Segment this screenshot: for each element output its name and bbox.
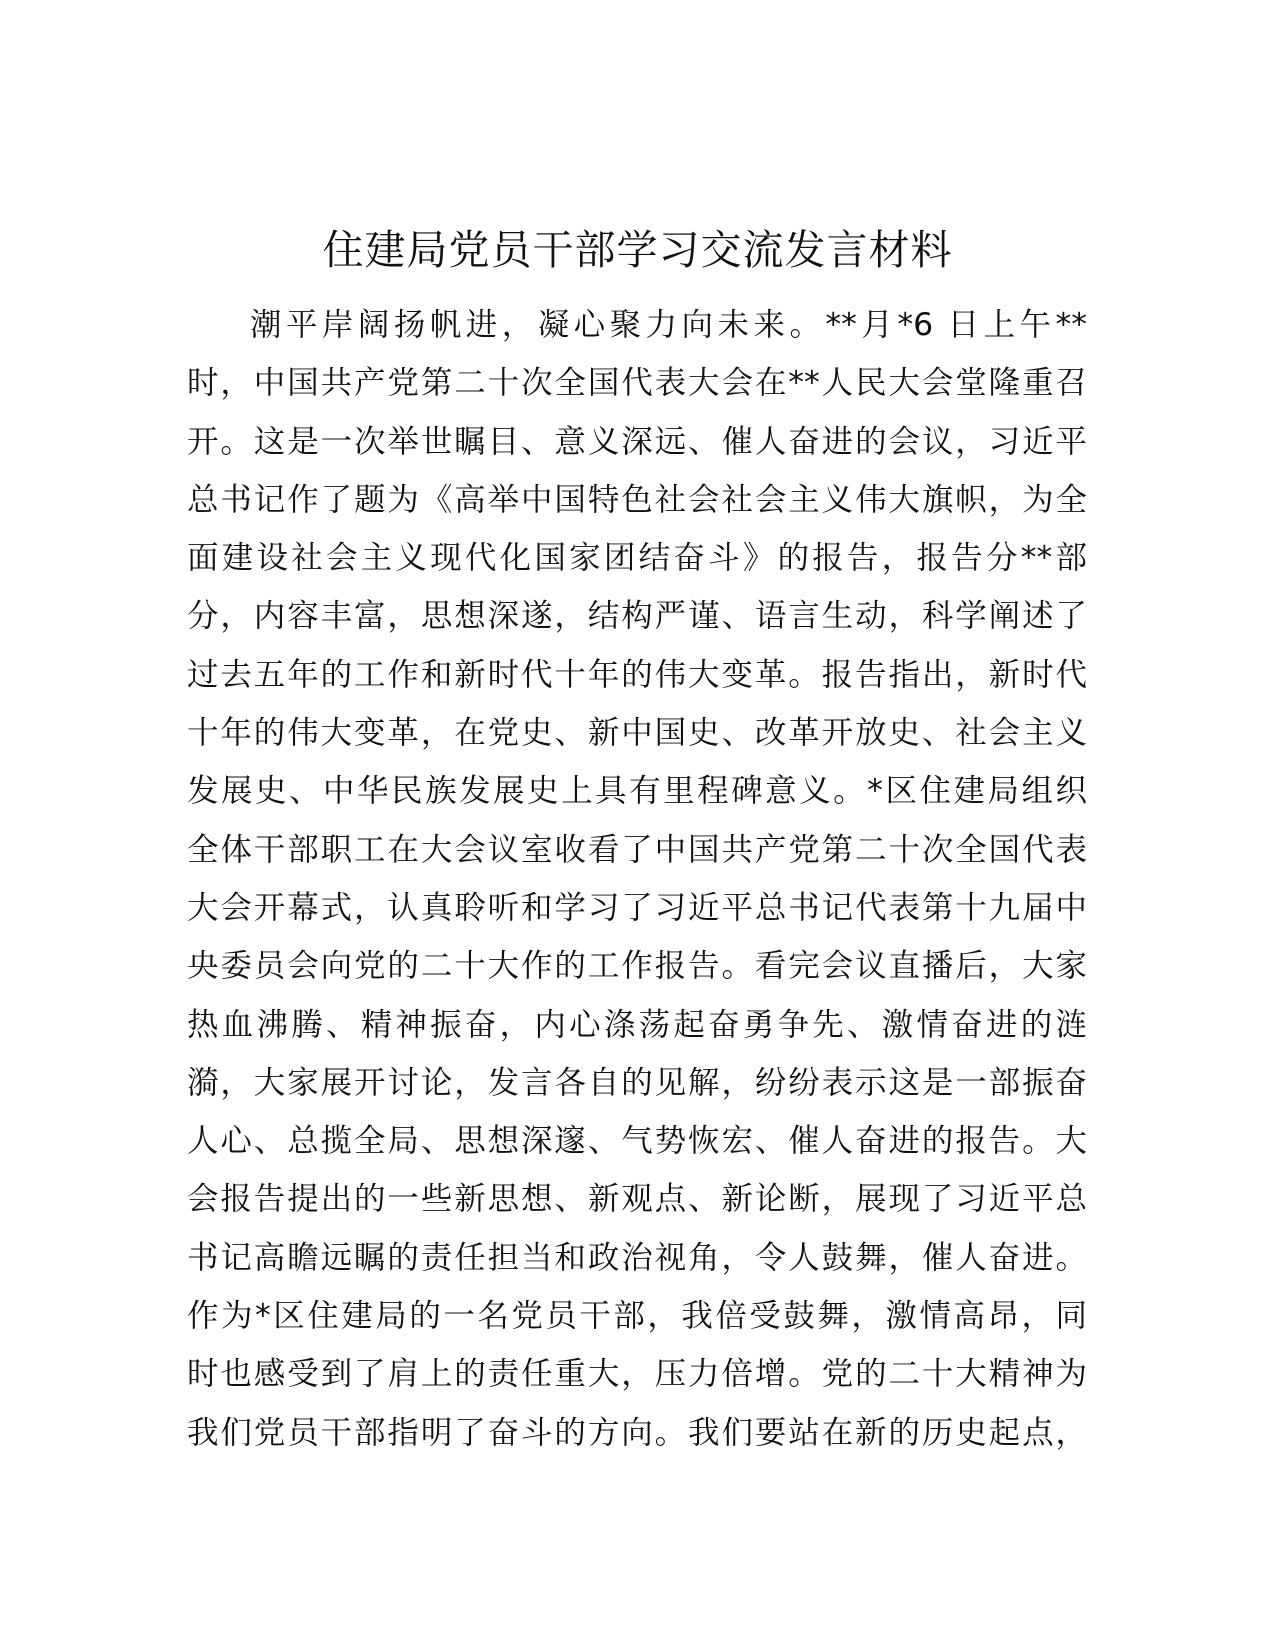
paragraph-line: 总书记作了题为《高举中国特色社会社会主义伟大旗帜，为全	[187, 481, 1087, 518]
paragraph-line: 大会开幕式，认真聆听和学习了习近平总书记代表第十九届中	[187, 889, 1087, 926]
paragraph-line: 我们党员干部指明了奋斗的方向。我们要站在新的历史起点，	[187, 1414, 1087, 1451]
paragraph-line: 时也感受到了肩上的责任重大，压力倍增。党的二十大精神为	[187, 1356, 1087, 1393]
paragraph-line: 发展史、中华民族发展史上具有里程碑意义。*区住建局组织	[187, 773, 1087, 810]
paragraph-line: 时，中国共产党第二十次全国代表大会在**人民大会堂隆重召	[187, 365, 1087, 402]
paragraph-line: 开。这是一次举世瞩目、意义深远、催人奋进的会议，习近平	[187, 423, 1087, 460]
paragraph-line: 书记高瞻远瞩的责任担当和政治视角，令人鼓舞，催人奋进。	[187, 1239, 1087, 1276]
paragraph-line: 全体干部职工在大会议室收看了中国共产党第二十次全国代表	[187, 831, 1087, 868]
paragraph-line: 十年的伟大变革，在党史、新中国史、改革开放史、社会主义	[187, 715, 1087, 752]
paragraph-line: 面建设社会主义现代化国家团结奋斗》的报告，报告分**部	[187, 540, 1087, 577]
paragraph-line: 人心、总揽全局、思想深邃、气势恢宏、催人奋进的报告。大	[187, 1123, 1087, 1160]
paragraph-line: 会报告提出的一些新思想、新观点、新论断，展现了习近平总	[187, 1181, 1087, 1218]
paragraph-line: 漪，大家展开讨论，发言各自的见解，纷纷表示这是一部振奋	[187, 1064, 1087, 1101]
paragraph-line: 热血沸腾、精神振奋，内心涤荡起奋勇争先、激情奋进的涟	[187, 1006, 1087, 1043]
document-body	[187, 296, 1087, 1462]
paragraph-line: 作为*区住建局的一名党员干部，我倍受鼓舞，激情高昂，同	[187, 1298, 1087, 1335]
paragraph-line: 央委员会向党的二十大作的工作报告。看完会议直播后，大家	[187, 948, 1087, 985]
paragraph-line: 分，内容丰富，思想深遂，结构严谨、语言生动，科学阐述了	[187, 598, 1087, 635]
paragraph-line: 过去五年的工作和新时代十年的伟大变革。报告指出，新时代	[187, 656, 1087, 693]
paragraph-line: 潮平岸阔扬帆进，凝心聚力向未来。**月*6 日上午**	[250, 307, 1087, 343]
document-title: 住建局党员干部学习交流发言材料	[322, 226, 953, 274]
